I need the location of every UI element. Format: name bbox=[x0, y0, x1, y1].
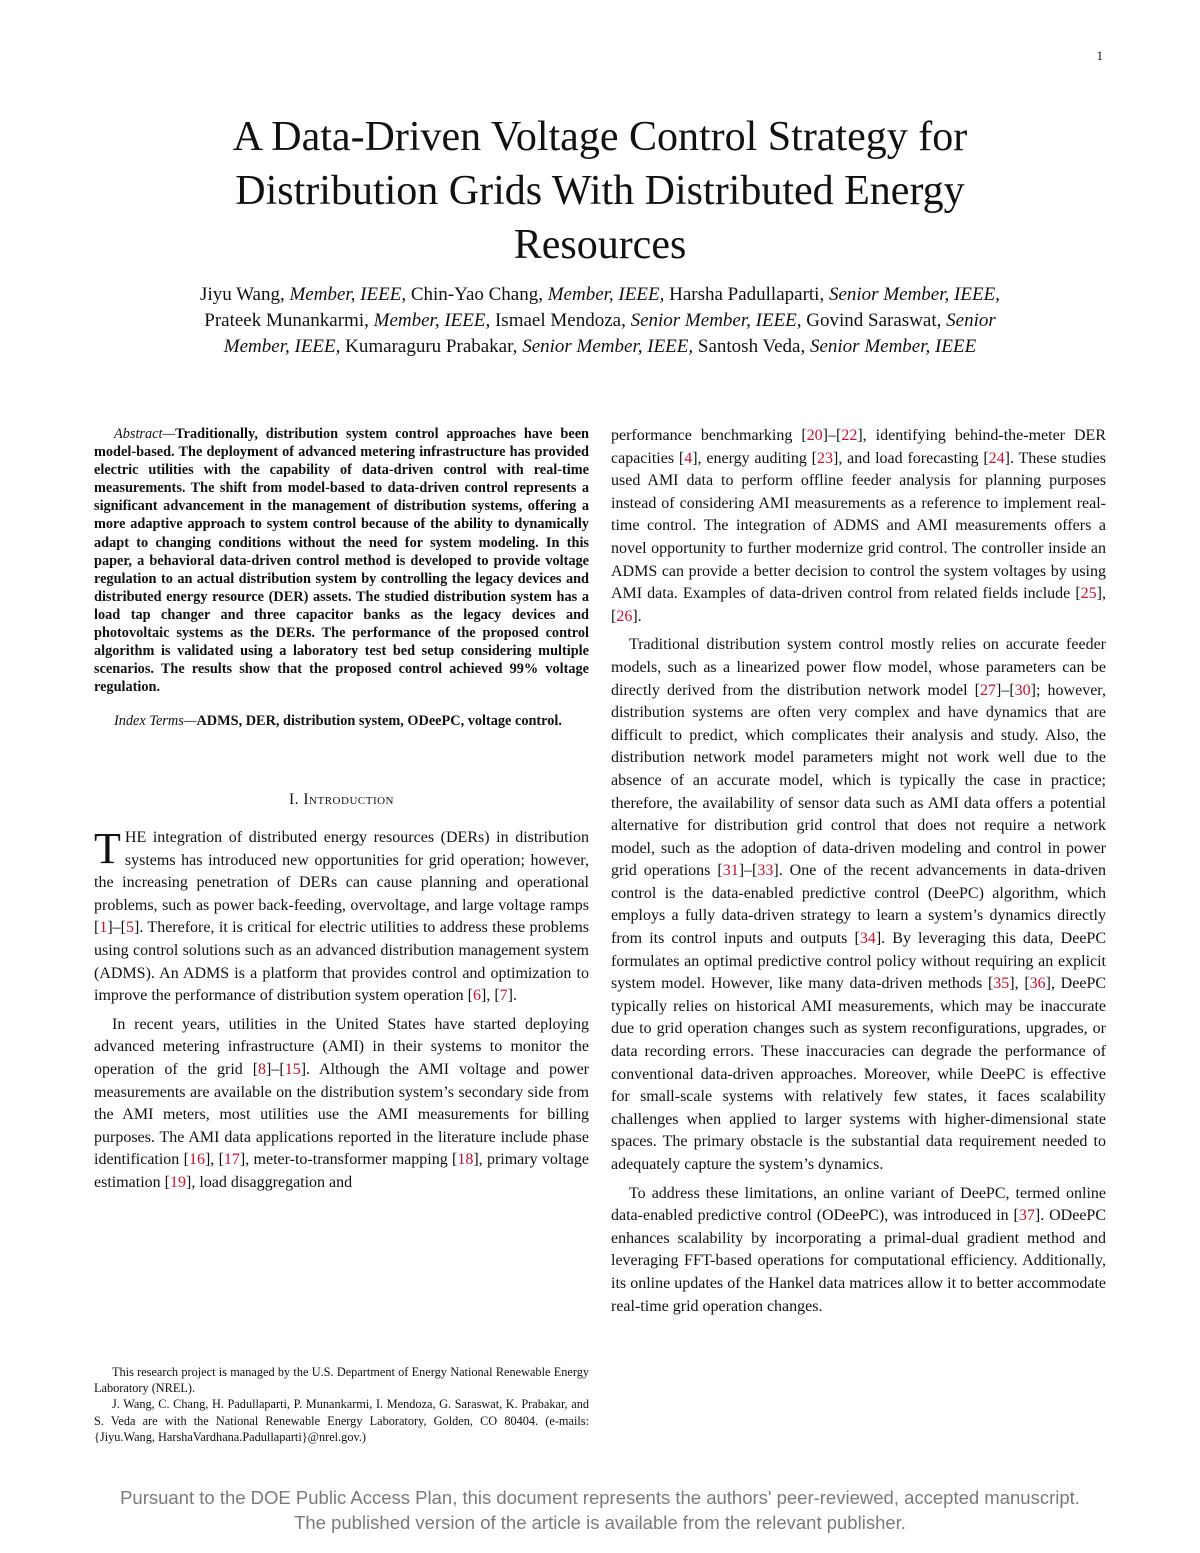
paragraph: In recent years, utilities in the United States have started deploying advanced metering infrastructure (AMI) in their systems to monitor the operation of the grid [8]–[15]. Although the AMI voltage and power measurements are available on the distribution system’s secondary side from the AMI meters, most utilities use the AMI measurements for billing purposes. The AMI data applications reported in the literature include phase identification [16], [17], meter-to-transformer mapping [18], primary voltage estimation [19], load disaggregation and bbox=[94, 1015, 590, 1191]
paragraph: To address these limitations, an online variant of DeePC, termed online data-enabled predictive control (ODeePC), was introduced in [37]. ODeePC enhances scalability by incorporating a primal-dual gradient method and leveraging FFT-based operations for computational efficiency. Additionally, its online updates of the Hankel data matrices allow it to better accommodate real-time grid operation changes. bbox=[611, 1184, 1106, 1315]
notice-line: The published version of the article is available from the relevant publisher. bbox=[294, 1512, 906, 1533]
author-line: Prateek Munankarmi, Member, IEEE, Ismael Mendoza, Senior Member, IEEE, Govind Saraswat, Senior bbox=[204, 310, 996, 331]
paragraph-text: HE integration of distributed energy resources (DERs) in distribution systems has introduced new opportunities for grid operation; however, the increasing penetration of DERs can cause planning and operational problems, such as power back-feeding, overvoltage, and large voltage ramps [1]–[5]. Therefore, it is critical for electric utilities to address these problems using control solutions such as an advanced distribution management system (ADMS). An ADMS is a platform that provides control and optimization to improve the performance of distribution system operation [6], [7]. bbox=[94, 829, 589, 1005]
abstract-text: Traditionally, distribution system control approaches have been model-based. The deployment of advanced metering infrastructure has provided electric utilities with the capability of data-driven control with real-time measurements. The shift from model-based to data-driven control represents a significant advancement in the management of distribution systems, offering a more adaptive approach to system control because of the ability to dynamically adapt to changing conditions without the need for system modeling. In this paper, a behavioral data-driven control method is developed to provide voltage regulation to an actual distribution system by controlling the legacy devices and distributed energy resource (DER) assets. The studied distribution system has a load tap changer and three capacitor banks as the legacy devices and photovoltaic systems as the DERs. The performance of the proposed control algorithm is validated using a laboratory test bed setup considering multiple scenarios. The results show that the proposed control achieved 99% voltage regulation. bbox=[94, 426, 589, 696]
left-column bbox=[94, 425, 589, 1201]
footnote: This research project is managed by the U.S. Department of Energy National Renewable Energy Laboratory (NREL). bbox=[94, 1365, 589, 1396]
footnotes bbox=[94, 1364, 589, 1445]
abstract-label: Abstract— bbox=[114, 426, 176, 442]
abstract bbox=[94, 425, 589, 696]
paragraph: performance benchmarking [20]–[22], identifying behind-the-meter DER capacities [4], energy auditing [23], and load forecasting [24]. These studies used AMI data to perform offline feeder analysis for planning purposes instead of considering AMI measurements as a reference to implement real-time control. The integration of ADMS and AMI measurements offers a novel opportunity to further modernize grid control. The controller inside an ADMS can provide a better decision to control the system voltages by using AMI data. Examples of data-driven control from related fields include [25], [26]. bbox=[611, 427, 1107, 625]
notice-line: Pursuant to the DOE Public Access Plan, this document represents the authors' peer-reviewed, accepted manuscript. bbox=[120, 1487, 1080, 1508]
paragraph bbox=[94, 824, 589, 1008]
index-terms-label: Index Terms— bbox=[114, 713, 197, 730]
title-line: Resources bbox=[513, 222, 687, 268]
section-heading: I. Introduction bbox=[288, 790, 394, 808]
title-line: Distribution Grids With Distributed Energy bbox=[235, 168, 965, 214]
right-column bbox=[611, 425, 1106, 1324]
paragraph: Traditional distribution system control mostly relies on accurate feeder models, such as a linearized power flow model, whose parameters can be directly derived from the distribution network model [27]–[30]; however, distribution systems are often very complex and have dynamics that are difficult to predict, which complicates their analysis and study. Also, the distribution network model parameters might not work well due to the absence of an accurate model, which is typically the case in practice; therefore, the availability of sensor data such as AMI data offers a potential alternative for distribution grid control that does not require a network model, such as the adoption of data-driven modeling and control in power grid operations [31]–[33]. One of the recent advancements in data-driven control is the data-enabled predictive control (DeePC) algorithm, which employs a fully data-driven strategy to learn a system’s dynamics directly from its control inputs and outputs [34]. By leveraging this data, DeePC formulates an optimal predictive control policy without requiring an explicit system model. However, like many data-driven methods [35], [36], DeePC typically relies on historical AMI measurements, which may be inaccurate due to grid operation changes such as system reconfigurations, upgrades, or data recording errors. These inaccuracies can degrade the performance of conventional data-driven approaches. Moreover, while DeePC is effective for small-scale systems with relatively few states, it faces scalability challenges when applied to larger systems with higher-dimensional state spaces. The primary obstacle is the substantial data requirement needed to adequately capture the system’s dynamics. bbox=[611, 636, 1107, 1173]
public-access-notice bbox=[0, 1485, 1200, 1535]
author-list bbox=[110, 282, 1090, 360]
index-terms-text: ADMS, DER, distribution system, ODeePC, voltage control. bbox=[196, 713, 562, 730]
author-line: Member, IEEE, Kumaraguru Prabakar, Senior Member, IEEE, Santosh Veda, Senior Member, IEEE bbox=[223, 336, 977, 357]
index-terms bbox=[94, 712, 589, 730]
paper-title bbox=[100, 110, 1100, 272]
author-line: Jiyu Wang, Member, IEEE, Chin-Yao Chang, Member, IEEE, Harsha Padullaparti, Senior Member, IEEE, bbox=[200, 284, 1000, 305]
title-line: A Data-Driven Voltage Control Strategy for bbox=[232, 114, 968, 160]
footnote: J. Wang, C. Chang, H. Padullaparti, P. Munankarmi, I. Mendoza, G. Saraswat, K. Prabakar, and S. Veda are with the National Renewable Energy Laboratory, Golden, CO 80404. (e-mails: {Jiyu.Wang, HarshaVardhana.Padullaparti}@nrel.gov.) bbox=[94, 1397, 589, 1444]
drop-cap: T bbox=[94, 824, 121, 874]
page-number: 1 bbox=[1096, 48, 1103, 63]
